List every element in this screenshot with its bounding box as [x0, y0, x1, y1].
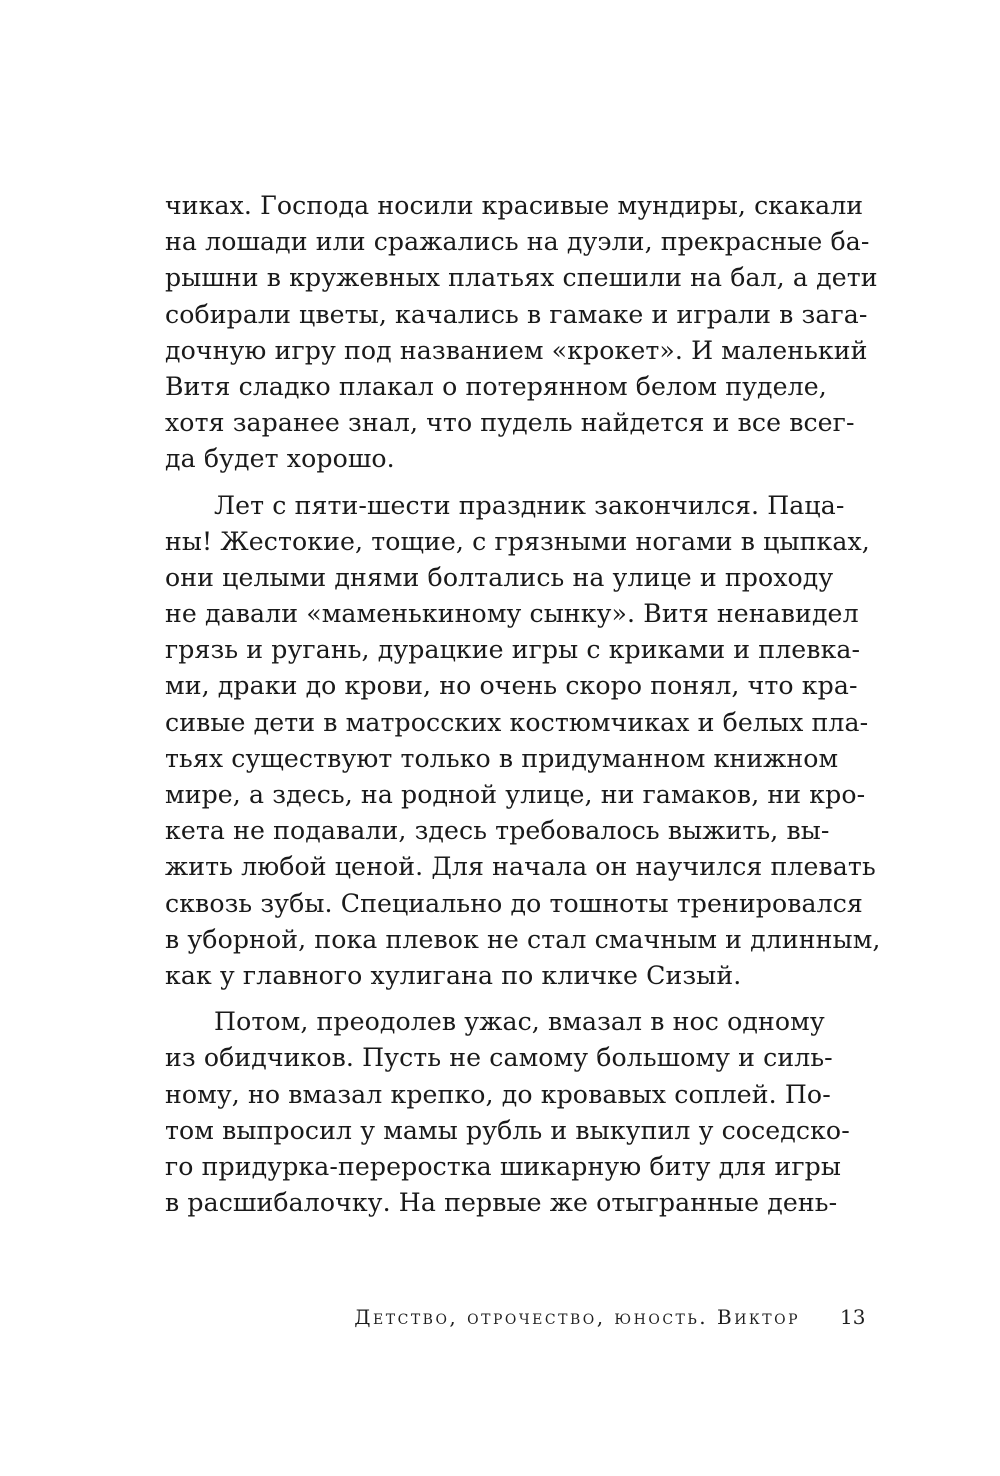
page-number: 13: [840, 1305, 866, 1329]
text-line: из обидчиков. Пусть не самому большому и силь-: [165, 1043, 833, 1073]
text-line: го придурка-переростка шикарную биту для игры: [165, 1151, 842, 1181]
text-line: в расшибалочку. На первые же отыгранные день-: [165, 1188, 838, 1218]
text-line: мире, а здесь, на родной улице, ни гамаков, ни кро-: [165, 780, 866, 809]
text-line: рышни в кружевных платьях спешили на бал, а дети: [165, 263, 878, 293]
text-line: тьях существуют только в придуманном книжном: [165, 743, 839, 773]
running-head: Детство, отрочество, юность. Виктор: [354, 1305, 800, 1329]
text-line: грязь и ругань, дурацкие игры с криками и плевка-: [165, 635, 861, 665]
text-line: они целыми днями болтались на улице и проходу: [165, 562, 834, 592]
paragraph-first-line: Потом, преодолев ужас, вмазал в нос одному: [214, 1007, 825, 1037]
text-line: сивые дети в матросских костюмчиках и белых пла-: [165, 707, 869, 737]
text-line: жить любой ценой. Для начала он научился плевать: [165, 852, 876, 882]
text-line: дочную игру под названием «крокет». И маленький: [165, 335, 868, 365]
text-line: хотя заранее знал, что пудель найдется и все всег-: [165, 408, 855, 438]
text-line: ному, но вмазал крепко, до кровавых соплей. По-: [165, 1079, 831, 1109]
text-line: в уборной, пока плевок не стал смачным и длинным,: [165, 924, 881, 954]
text-line: как у главного хулигана по кличке Сизый.: [165, 960, 742, 990]
text-line: да будет хорошо.: [165, 444, 395, 474]
page-footer: [0, 1305, 1000, 1341]
text-line: чиках. Господа носили красивые мундиры, скакали: [165, 191, 864, 220]
text-line: сквозь зубы. Специально до тошноты тренировался: [165, 888, 863, 918]
text-line: Витя сладко плакал о потерянном белом пуделе,: [165, 371, 827, 401]
paragraph-first-line: Лет с пяти-шести праздник закончился. Паца-: [214, 490, 845, 520]
text-line: собирали цветы, качались в гамаке и играли в зага-: [165, 299, 868, 329]
text-line: том выпросил у мамы рубль и выкупил у соседско-: [165, 1115, 850, 1145]
text-line: ны! Жестокие, тощие, с грязными ногами в цыпках,: [165, 526, 870, 556]
text-line: ми, драки до крови, но очень скоро понял, что кра-: [165, 671, 858, 701]
text-line: кета не подавали, здесь требовалось выжить, вы-: [165, 816, 830, 846]
body-text: [165, 188, 881, 1221]
text-line: не давали «маменькиному сынку». Витя ненавидел: [165, 599, 859, 629]
text-line: на лошади или сражались на дуэли, прекрасные ба-: [165, 227, 870, 257]
